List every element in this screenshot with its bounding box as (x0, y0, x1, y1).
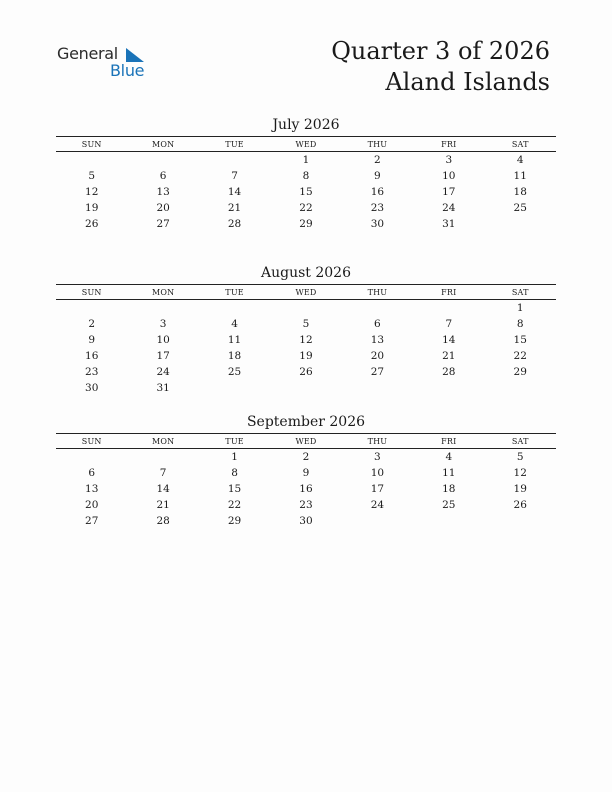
day-cell: 22 (227, 499, 242, 511)
day-cell: 21 (227, 202, 242, 214)
weekday-label: SAT (511, 139, 529, 149)
day-cell: 2 (374, 154, 381, 166)
day-cell: 19 (513, 483, 527, 495)
day-cell: 30 (85, 382, 99, 394)
week-row (56, 316, 556, 332)
day-cell: 17 (370, 483, 385, 495)
weekday-label: SUN (81, 436, 102, 446)
day-cell: 15 (513, 334, 527, 346)
week-row (56, 497, 556, 513)
day-cell: 30 (299, 515, 313, 527)
day-cell: 1 (231, 451, 238, 463)
weekday-label: MON (151, 139, 175, 149)
month-title: August 2026 (261, 265, 351, 281)
week-row (56, 481, 556, 497)
day-cell: 9 (302, 467, 310, 479)
day-cell: 6 (374, 318, 381, 330)
day-cell: 11 (227, 334, 242, 346)
day-cell: 7 (159, 467, 167, 479)
day-cell: 5 (516, 451, 524, 463)
day-cell: 19 (299, 350, 313, 362)
quarter-title: Quarter 3 of 2026 (331, 37, 550, 65)
day-cell: 26 (513, 499, 527, 511)
day-cell: 12 (299, 334, 313, 346)
week-row (56, 348, 556, 364)
day-cell: 13 (370, 334, 385, 346)
month-title: July 2026 (272, 117, 340, 133)
logo-text-blue: Blue (110, 61, 145, 80)
day-cell: 18 (227, 350, 242, 362)
day-cell: 4 (445, 451, 453, 463)
day-cell: 24 (156, 366, 170, 378)
day-cell: 20 (370, 350, 385, 362)
day-cell: 16 (85, 350, 99, 362)
day-cell: 11 (513, 170, 527, 182)
week-row (56, 332, 556, 348)
weekday-header (56, 136, 556, 152)
day-cell: 30 (370, 218, 385, 230)
day-cell: 23 (85, 366, 99, 378)
day-cell: 9 (374, 170, 381, 182)
day-cell: 25 (513, 202, 527, 214)
day-cell: 15 (299, 186, 313, 198)
day-cell: 16 (370, 186, 385, 198)
weekday-label: WED (295, 139, 317, 149)
day-cell: 29 (513, 366, 527, 378)
week-row (56, 216, 556, 232)
month-title: September 2026 (246, 414, 366, 430)
day-cell: 28 (227, 218, 242, 230)
day-cell: 7 (231, 170, 238, 182)
day-cell: 13 (85, 483, 99, 495)
weekday-label: SUN (81, 139, 102, 149)
day-cell: 7 (445, 318, 453, 330)
weekday-label: FRI (441, 287, 457, 297)
day-cell: 26 (85, 218, 99, 230)
day-cell: 19 (85, 202, 99, 214)
weekday-label: WED (295, 436, 317, 446)
day-cell: 10 (442, 170, 456, 182)
weekday-label: THU (367, 139, 388, 149)
week-row (56, 200, 556, 216)
weekday-label: THU (367, 436, 388, 446)
day-cell: 26 (299, 366, 313, 378)
weekday-header (56, 284, 556, 300)
day-cell: 4 (231, 318, 238, 330)
month-september (56, 413, 556, 529)
day-cell: 20 (85, 499, 99, 511)
day-cell: 2 (302, 451, 310, 463)
day-cell: 31 (156, 382, 170, 394)
day-cell: 27 (85, 515, 99, 527)
day-cell: 24 (442, 202, 456, 214)
day-cell: 21 (156, 499, 170, 511)
day-cell: 24 (370, 499, 385, 511)
day-cell: 15 (227, 483, 242, 495)
day-cell: 1 (302, 154, 310, 166)
day-cell: 18 (442, 483, 456, 495)
day-cell: 23 (299, 499, 313, 511)
day-cell: 28 (156, 515, 170, 527)
logo-text-general: General (57, 44, 118, 63)
day-cell: 3 (159, 318, 167, 330)
day-cell: 12 (85, 186, 99, 198)
day-cell: 8 (302, 170, 310, 182)
week-row (56, 300, 556, 316)
day-cell: 25 (227, 366, 242, 378)
day-cell: 31 (442, 218, 456, 230)
day-cell: 22 (299, 202, 313, 214)
day-cell: 8 (231, 467, 238, 479)
day-cell: 5 (302, 318, 310, 330)
month-july (56, 116, 556, 232)
day-cell: 5 (88, 170, 96, 182)
weekday-label: SAT (511, 287, 529, 297)
day-cell: 10 (370, 467, 385, 479)
day-cell: 6 (159, 170, 167, 182)
day-cell: 21 (442, 350, 456, 362)
weekday-label: THU (367, 287, 388, 297)
day-cell: 4 (516, 154, 524, 166)
day-cell: 3 (374, 451, 381, 463)
weekday-label: SAT (511, 436, 529, 446)
weekday-header (56, 433, 556, 449)
day-cell: 3 (445, 154, 453, 166)
day-cell: 20 (156, 202, 170, 214)
week-row (56, 449, 556, 465)
week-row (56, 364, 556, 380)
week-row (56, 513, 556, 529)
week-row (56, 380, 556, 396)
day-cell: 13 (156, 186, 170, 198)
page-title (331, 36, 550, 98)
day-cell: 14 (442, 334, 456, 346)
day-cell: 14 (156, 483, 170, 495)
week-row (56, 184, 556, 200)
region-title: Aland Islands (385, 68, 550, 96)
day-cell: 25 (442, 499, 456, 511)
day-cell: 27 (156, 218, 170, 230)
day-cell: 6 (88, 467, 96, 479)
day-cell: 17 (442, 186, 456, 198)
day-cell: 28 (442, 366, 456, 378)
day-cell: 9 (88, 334, 96, 346)
day-cell: 29 (299, 218, 313, 230)
week-row (56, 152, 556, 168)
weekday-label: MON (151, 436, 175, 446)
week-row (56, 168, 556, 184)
day-cell: 10 (156, 334, 170, 346)
weekday-label: TUE (225, 287, 244, 297)
day-cell: 2 (88, 318, 96, 330)
weekday-label: MON (151, 287, 175, 297)
week-row (56, 465, 556, 481)
day-cell: 16 (299, 483, 313, 495)
logo (57, 44, 157, 84)
day-cell: 14 (227, 186, 242, 198)
day-cell: 1 (516, 302, 524, 314)
weekday-label: FRI (441, 436, 457, 446)
day-cell: 22 (513, 350, 527, 362)
weekday-label: FRI (441, 139, 457, 149)
weekday-label: WED (295, 287, 317, 297)
day-cell: 18 (513, 186, 527, 198)
weekday-label: TUE (225, 139, 244, 149)
day-cell: 12 (513, 467, 527, 479)
day-cell: 8 (516, 318, 524, 330)
day-cell: 23 (370, 202, 385, 214)
month-august (56, 264, 556, 396)
day-cell: 17 (156, 350, 170, 362)
day-cell: 27 (370, 366, 385, 378)
weekday-label: SUN (81, 287, 102, 297)
day-cell: 11 (442, 467, 456, 479)
day-cell: 29 (227, 515, 242, 527)
weekday-label: TUE (225, 436, 244, 446)
